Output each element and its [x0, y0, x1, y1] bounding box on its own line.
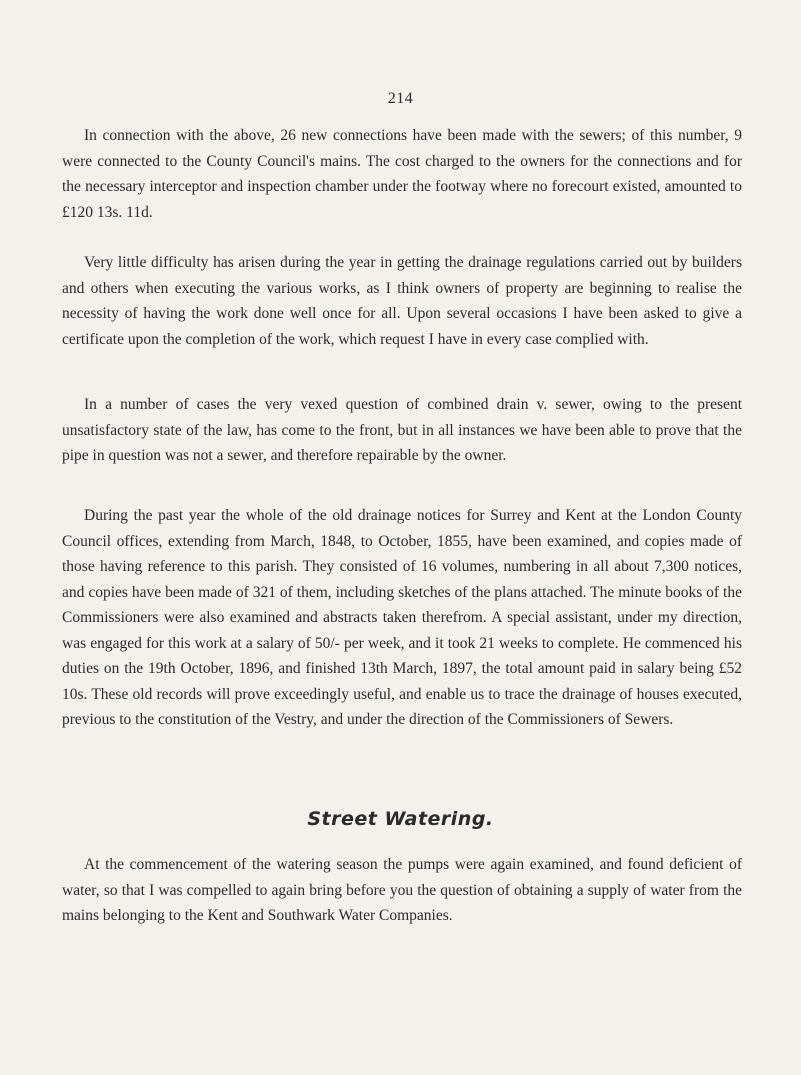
- section-heading-street-watering: Street Watering.: [307, 808, 494, 830]
- paragraph-combined-drain: In a number of cases the very vexed question of combined drain v. sewer, owing to the present unsatisfactory state of the law, has come to the front, but in all instances we have been able to prove that the pipe in question was not a sewer, and therefore repairable by the owner.: [62, 396, 742, 464]
- paragraph-sewer-connections: In connection with the above, 26 new connections have been made with the sewers; of this number, 9 were connected to the County Council's mains. The cost charged to the owners for the connections and for the necessary interceptor and inspection chamber under the footway where no forecourt existed, amounted to £120 13s. 11d.: [62, 127, 742, 221]
- paragraph-old-drainage-notices: During the past year the whole of the old drainage notices for Surrey and Kent at the London County Council offices, extending from March, 1848, to October, 1855, have been examined, and copies made of those having reference to this parish. They consisted of 16 volumes, numbering in all about 7,300 notices, and copies have been made of 321 of them, including sketches of the plans attached. The minute books of the Commissioners were also examined and abstracts taken therefrom. A special assistant, under my direction, was engaged for this work at a salary of 50/- per week, and it took 21 weeks to complete. He commenced his duties on the 19th October, 1896, and finished 13th March, 1897, the total amount paid in salary being £52 10s. These old records will prove exceedingly useful, and enable us to trace the drainage of houses executed, previous to the constitution of the Vestry, and under the direction of the Commissioners of Sewers.: [62, 507, 742, 728]
- page-number: 214: [387, 90, 414, 107]
- paragraph-drainage-regulations: Very little difficulty has arisen during the year in getting the drainage regulations carried out by builders and others when executing the various works, as I think owners of property are beginning to realise the necessity of having the work done well once for all. Upon several occasions I have been asked to give a certificate upon the completion of the work, which request I have in every case complied with.: [62, 254, 742, 348]
- paragraph-street-watering: At the commencement of the watering season the pumps were again examined, and found deficient of water, so that I was compelled to again bring before you the question of obtaining a supply of water from the mains belonging to the Kent and Southwark Water Companies.: [62, 856, 742, 924]
